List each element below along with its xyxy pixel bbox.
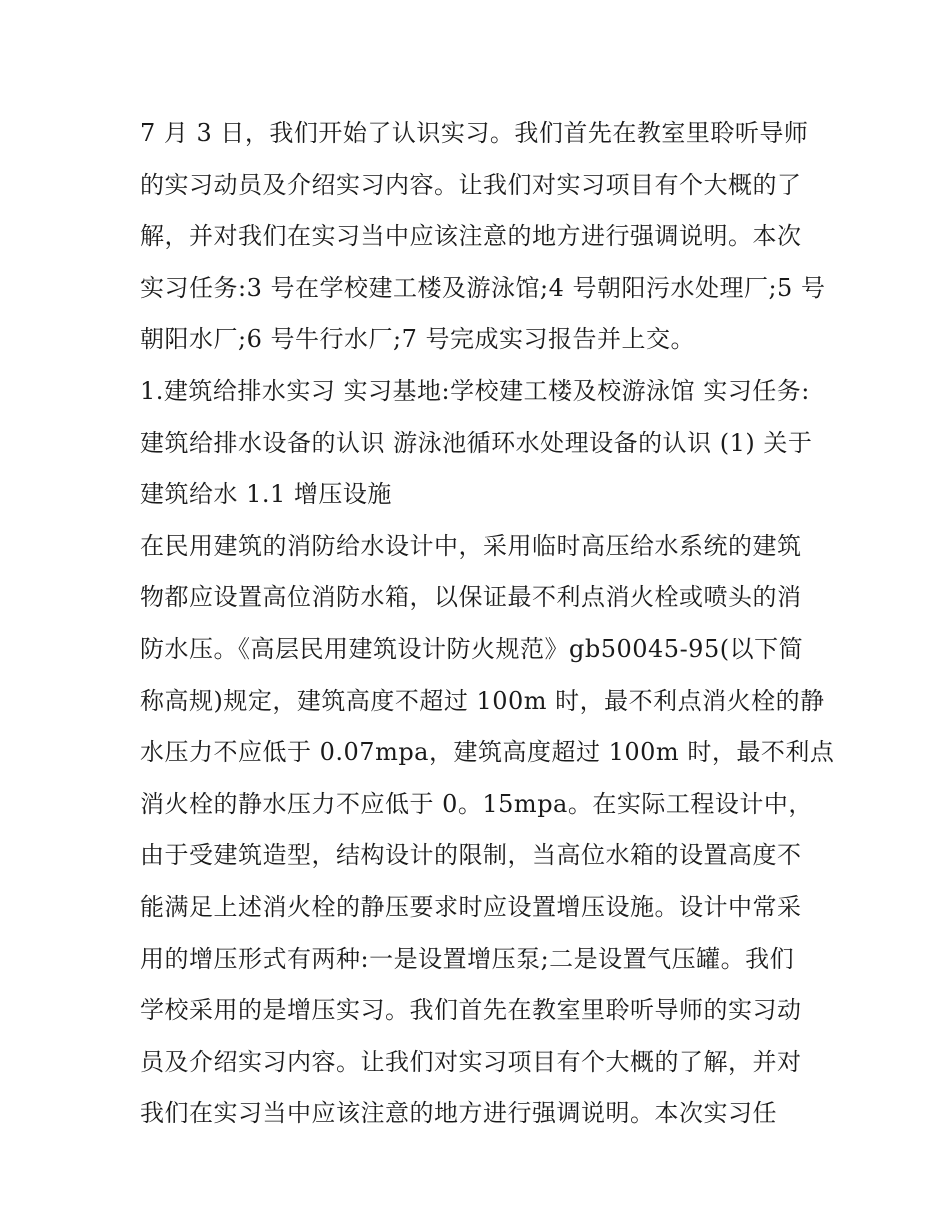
text-line: 的实习动员及介绍实习内容。让我们对实习项目有个大概的了 <box>140 170 802 199</box>
text-line: 学校采用的是增压实习。我们首先在教室里聆听导师的实习动 <box>140 996 802 1025</box>
text-line: 我们在实习当中应该注意的地方进行强调说明。本次实习任 <box>140 1099 777 1128</box>
text-line: 员及介绍实习内容。让我们对实习项目有个大概的了解，并对 <box>140 1047 802 1076</box>
text-line: 能满足上述消火栓的静压要求时应设置增压设施。设计中常采 <box>140 892 802 921</box>
text-line: 实习任务:3 号在学校建工楼及游泳馆;4 号朝阳污水处理厂;5 号 <box>140 273 826 302</box>
text-line: 用的增压形式有两种:一是设置增压泵;二是设置气压罐。我们 <box>140 944 795 973</box>
text-line: 物都应设置高位消防水箱，以保证最不利点消火栓或喷头的消 <box>140 583 802 612</box>
text-line: 在民用建筑的消防给水设计中，采用临时高压给水系统的建筑 <box>140 531 802 560</box>
text-line: 水压力不应低于 0.07mpa，建筑高度超过 100m 时，最不利点 <box>140 738 835 767</box>
text-line: 由于受建筑造型，结构设计的限制，当高位水箱的设置高度不 <box>140 841 802 870</box>
text-line: 防水压。《高层民用建筑设计防火规范》gb50045-95(以下简 <box>140 634 804 663</box>
text-line: 朝阳水厂;6 号牛行水厂;7 号完成实习报告并上交。 <box>140 325 695 354</box>
body-text <box>140 108 835 1140</box>
text-line: 1.建筑给排水实习 实习基地:学校建工楼及校游泳馆 实习任务: <box>140 376 810 405</box>
text-line: 解，并对我们在实习当中应该注意的地方进行强调说明。本次 <box>140 222 802 251</box>
text-line: 建筑给排水设备的认识 游泳池循环水处理设备的认识 (1) 关于 <box>140 428 813 457</box>
text-line: 消火栓的静水压力不应低于 0。15mpa。在实际工程设计中， <box>140 789 813 818</box>
text-line: 7 月 3 日，我们开始了认识实习。我们首先在教室里聆听导师 <box>140 119 809 147</box>
text-line: 称高规)规定，建筑高度不超过 100m 时，最不利点消火栓的静 <box>140 686 825 715</box>
text-line: 建筑给水 1.1 增压设施 <box>140 480 392 509</box>
